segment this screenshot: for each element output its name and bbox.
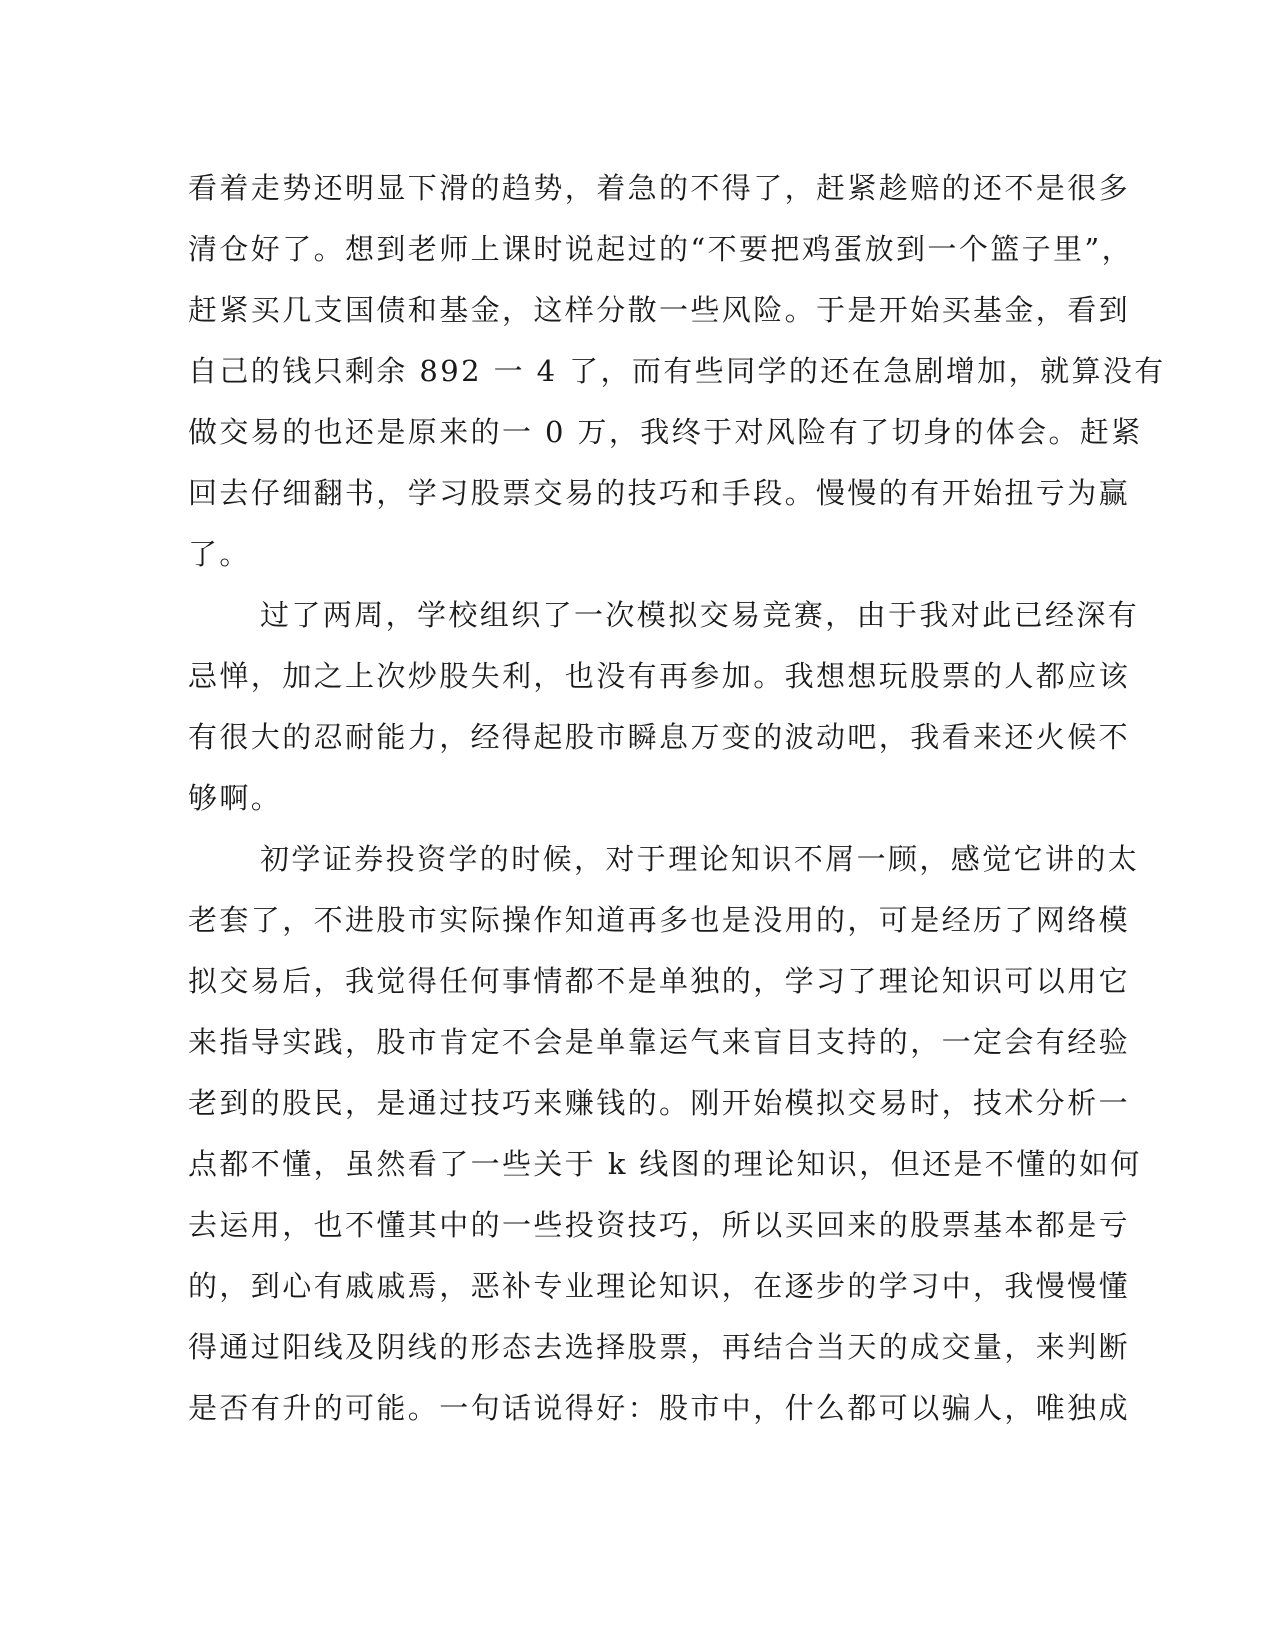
text-line: 做交易的也还是原来的一 0 万，我终于对风险有了切身的体会。赶紧 [188,415,1143,449]
text-line: 有很大的忍耐能力，经得起股市瞬息万变的波动吧，我看来还火候不 [188,720,1131,754]
paragraph-3 [188,829,1142,1439]
text-line: 初学证券投资学的时候，对于理论知识不屑一顾，感觉它讲的太 [260,842,1140,876]
text-line: 点都不懂，虽然看了一些关于 k 线图的理论知识，但还是不懂的如何 [188,1147,1142,1181]
text-line: 去运用，也不懂其中的一些投资技巧，所以买回来的股票基本都是亏 [188,1208,1131,1242]
text-line: 赶紧买几支国债和基金，这样分散一些风险。于是开始买基金，看到 [188,293,1131,327]
text-line: 看着走势还明显下滑的趋势，着急的不得了，赶紧趁赔的还不是很多 [188,171,1131,205]
text-line: 来指导实践，股市肯定不会是单靠运气来盲目支持的，一定会有经验 [188,1025,1131,1059]
text-line: 老到的股民，是通过技巧来赚钱的。刚开始模拟交易时，技术分析一 [188,1086,1131,1120]
text-line: 忌惮，加之上次炒股失利，也没有再参加。我想想玩股票的人都应该 [188,659,1131,693]
text-line: 拟交易后，我觉得任何事情都不是单独的，学习了理论知识可以用它 [188,964,1131,998]
body-text [188,158,1166,1439]
text-line: 是否有升的可能。一句话说得好：股市中，什么都可以骗人，唯独成 [188,1391,1131,1425]
text-line: 过了两周，学校组织了一次模拟交易竞赛，由于我对此已经深有 [260,598,1140,632]
text-line: 清仓好了。想到老师上课时说起过的“不要把鸡蛋放到一个篮子里”， [188,232,1134,266]
text-line: 得通过阳线及阴线的形态去选择股票，再结合当天的成交量，来判断 [188,1330,1131,1364]
text-line: 回去仔细翻书，学习股票交易的技巧和手段。慢慢的有开始扭亏为赢 [188,476,1131,510]
text-line: 的，到心有戚戚焉，恶补专业理论知识，在逐步的学习中，我慢慢懂 [188,1269,1131,1303]
paragraph-2 [188,585,1140,829]
paragraph-1 [188,158,1166,585]
text-line: 老套了，不进股市实际操作知道再多也是没用的，可是经历了网络模 [188,903,1131,937]
text-line: 自己的钱只剩余 892 一 4 了，而有些同学的还在急剧增加，就算没有 [188,354,1166,388]
text-line: 够啊。 [188,781,283,815]
text-line: 了。 [188,537,251,571]
